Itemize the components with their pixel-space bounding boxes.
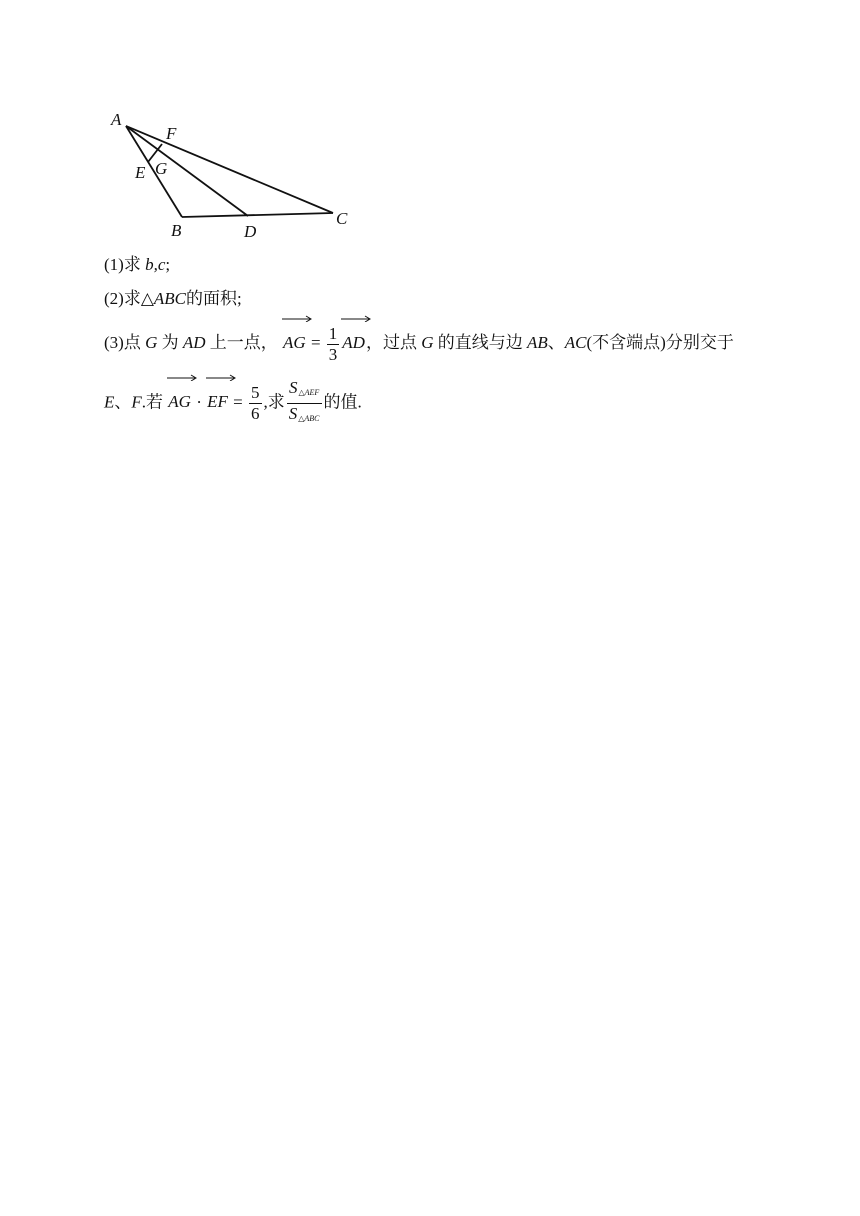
q2-suffix: 的面积; — [186, 289, 242, 308]
q3-text: ,求 — [263, 392, 285, 412]
label-b: B — [171, 221, 182, 240]
vector-ag: AG — [282, 323, 307, 363]
label-e: E — [135, 163, 146, 182]
q3-text: 、 — [547, 333, 565, 352]
dot-operator: · — [191, 392, 207, 412]
vector-arrow-icon — [206, 373, 236, 381]
q3-text: 的值. — [323, 392, 362, 412]
point-e: E — [104, 392, 115, 412]
q1-suffix: ; — [165, 255, 171, 274]
vector-arrow-icon — [167, 373, 197, 381]
vector-ef: EF — [206, 382, 229, 422]
side-ac-label: AC — [564, 333, 587, 352]
question-3-line-2 — [104, 378, 362, 429]
point-g: G — [421, 333, 434, 352]
segment-ad: AD — [182, 333, 206, 352]
label-d: D — [244, 222, 257, 240]
equals-sign: = — [228, 392, 247, 412]
question-2 — [104, 288, 242, 310]
q3-text: ，过点 — [365, 333, 422, 352]
q2-triangle: ABC — [153, 289, 187, 308]
point-g: G — [145, 333, 158, 352]
q2-prefix: (2)求△ — [104, 289, 154, 308]
vector-ad: AD — [341, 323, 366, 363]
triangle-figure — [100, 106, 360, 240]
q3-text: (不含端点)分别交于 — [586, 333, 734, 352]
label-f: F — [166, 124, 177, 143]
fraction-five-sixths: $\frac{5}{6}$ — [251, 383, 260, 423]
vector-arrow-icon — [282, 314, 312, 322]
label-a: A — [111, 110, 122, 129]
point-f: F — [131, 392, 142, 412]
label-c: C — [336, 209, 348, 228]
q3-text: 的直线与边 — [433, 333, 527, 352]
question-1 — [104, 254, 170, 276]
q3-text: 、 — [114, 392, 132, 412]
vector-ag: AG — [167, 382, 192, 422]
q3-text: (3)点 — [104, 333, 146, 352]
q1-prefix: (1)求 — [104, 255, 146, 274]
side-ab-label: AB — [527, 333, 548, 352]
vector-arrow-icon — [341, 314, 371, 322]
q3-text: 为 — [157, 333, 183, 352]
q3-text: .若 — [141, 392, 168, 412]
equals-sign: = — [306, 333, 325, 352]
question-3-line-1 — [104, 323, 734, 365]
area-ratio-fraction: $\frac{S_{\triangle AEF}}{S_{\triangle ABC}}$ — [288, 378, 320, 423]
fraction-one-third: $\frac{1}{3}$ — [328, 323, 338, 364]
side-bc — [182, 213, 333, 217]
label-g: G — [155, 159, 168, 178]
q1-vars: b,c — [145, 255, 166, 274]
q3-text: 上一点， — [205, 333, 278, 352]
